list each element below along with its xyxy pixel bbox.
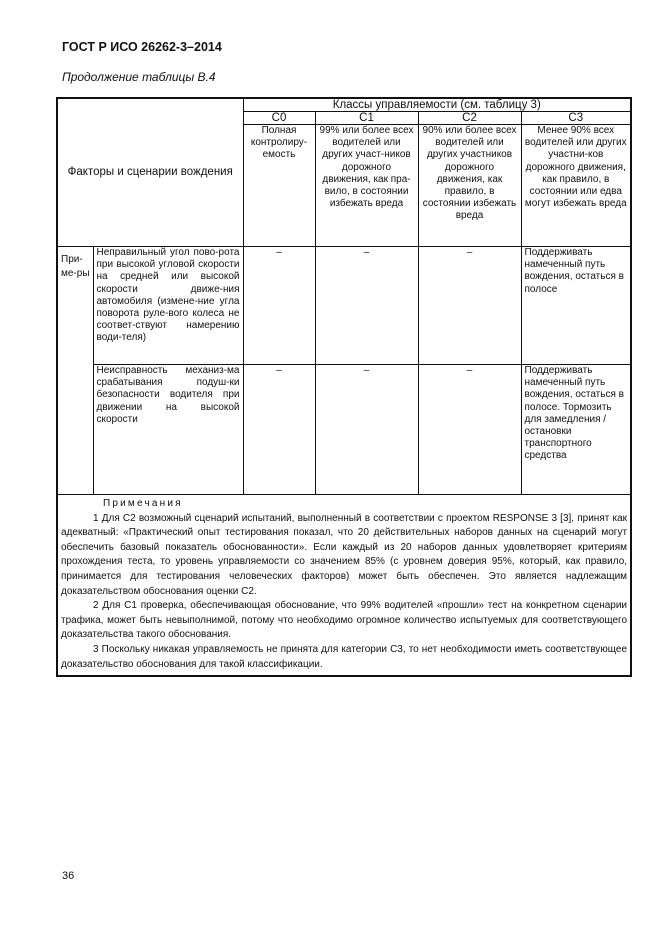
c2-value: – xyxy=(418,365,521,495)
class-code-c0: C0 xyxy=(243,112,315,125)
table-row xyxy=(57,247,631,365)
note-item: 3 Поскольку никакая управляемость не принята для категории С3, то нет необходимости иметь соответствующее доказательство обоснования для такой классификации. xyxy=(61,643,628,670)
factors-header: Факторы и сценарии вождения xyxy=(57,98,243,247)
class-code-c3: C3 xyxy=(521,112,631,125)
class-desc-c0: Полная контролиру-емость xyxy=(243,125,315,247)
note-item: 2 Для С1 проверка, обеспечивающая обоснование, что 99% водителей «прошли» тест на конкретном сценарии трафика, может быть невыполнимой, потому что необходимо огромное количество испытуемых для соответствующего доказательства такого обоснования. xyxy=(61,600,628,641)
c3-value: Поддерживать намеченный путь вождения, остаться в полосе xyxy=(521,247,631,365)
scenario-cell: Неисправность механиз-ма срабатывания подуш-ки безопасности водителя при движении на высокой скорости xyxy=(93,365,243,495)
controllability-table xyxy=(56,97,632,677)
c0-value: – xyxy=(243,247,315,365)
scenario-cell: Неправильный угол пово-рота при высокой угловой скорости на средней или высокой скорости движе-ния автомобиля (измене-ние угла поворота руле-вого колеса не соответ-ствуют намерению води-теля) xyxy=(93,247,243,365)
c2-value: – xyxy=(418,247,521,365)
document-standard-title: ГОСТ Р ИСО 26262-3–2014 xyxy=(62,40,222,54)
class-code-c1: C1 xyxy=(315,112,418,125)
examples-label: При-ме-ры xyxy=(57,247,93,495)
note-item: 1 Для С2 возможный сценарий испытаний, выполненный в соответствии с проектом RESPONSE 3 [3], принят как адекватный: «Практический опыт тестирования показал, что 20 действительных наборов данных на сценарий могут обеспечить базовый показатель обоснованности». Если каждый из 20 наборов данных удовлетворяет критериям прохождения теста, то уровень управляемости со значением 85% (с уровнем доверия 95%, который, как правило, принимается для тестирования человеческих факторов) может быть обеспечен. Это является надлежащим доказательством обоснования оценки С2. xyxy=(61,512,628,597)
class-desc-c2: 90% или более всех водителей или других участников дорожного движения, как правило, в состоянии избежать вреда xyxy=(418,125,521,247)
notes-title: Примечания xyxy=(103,498,183,509)
c3-value: Поддерживать намеченный путь вождения, остаться в полосе. Тормозить для замедления / остановки транспортного средства xyxy=(521,365,631,495)
class-desc-c1: 99% или более всех водителей или других участ-ников дорожного движения, как пра-вило, в состоянии избежать вреда xyxy=(315,125,418,247)
c0-value: – xyxy=(243,365,315,495)
class-desc-c3: Менее 90% всех водителей или других участни-ков дорожного движения, как правило, в состоянии или едва могут избежать вреда xyxy=(521,125,631,247)
c1-value: – xyxy=(315,247,418,365)
table-row xyxy=(57,365,631,495)
notes-block xyxy=(57,495,631,677)
table-continuation-caption: Продолжение таблицы В.4 xyxy=(62,70,216,84)
page-number: 36 xyxy=(62,870,75,882)
c1-value: – xyxy=(315,365,418,495)
class-code-c2: C2 xyxy=(418,112,521,125)
classes-header: Классы управляемости (см. таблицу 3) xyxy=(243,98,631,112)
